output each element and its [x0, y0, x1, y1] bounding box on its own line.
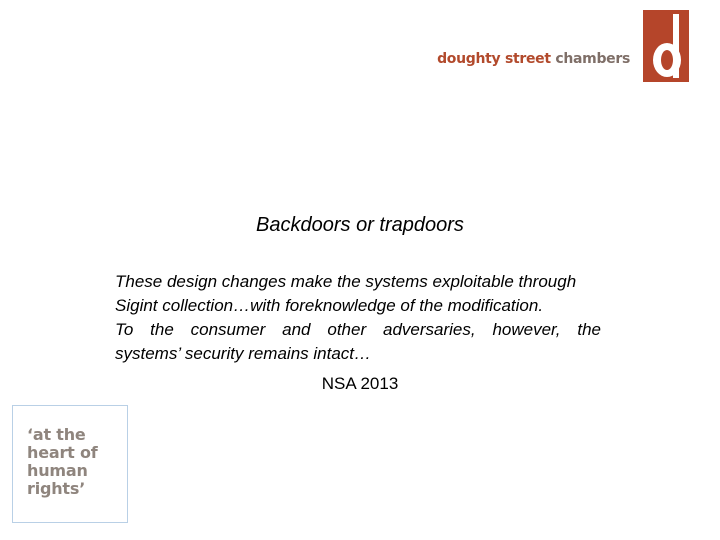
quote-word: consumer — [190, 320, 266, 339]
quote-word: other — [327, 320, 367, 339]
quote-word: adversaries, — [382, 320, 476, 339]
quote-word: the — [577, 320, 601, 339]
quote-word: the — [150, 320, 174, 339]
brand-name-part2: chambers — [555, 51, 630, 67]
motto-line: human — [27, 461, 88, 480]
quote-word: To — [115, 320, 134, 339]
motto-line: heart of — [27, 443, 98, 462]
brand-name — [437, 51, 630, 67]
motto-text — [27, 426, 98, 498]
quote-source: NSA 2013 — [321, 374, 399, 393]
quote-word: and — [282, 320, 311, 339]
quote-line-1: These design changes make the systems exploitable through — [115, 272, 577, 291]
slide-title: Backdoors or trapdoors — [256, 214, 464, 236]
quote-line-4: systems’ security remains intact… — [115, 344, 372, 363]
brand-name-part1: doughty street — [437, 51, 556, 67]
quote-line-3 — [115, 318, 601, 342]
motto-line: rights’ — [27, 479, 86, 498]
motto-box — [12, 405, 128, 523]
motto-line: ‘at the — [27, 425, 86, 444]
quote-word: however, — [492, 320, 561, 339]
letter-d-logo-icon — [643, 10, 689, 82]
quote-block — [115, 270, 601, 366]
quote-line-2: Sigint collection…with foreknowledge of the modification. — [115, 296, 544, 315]
